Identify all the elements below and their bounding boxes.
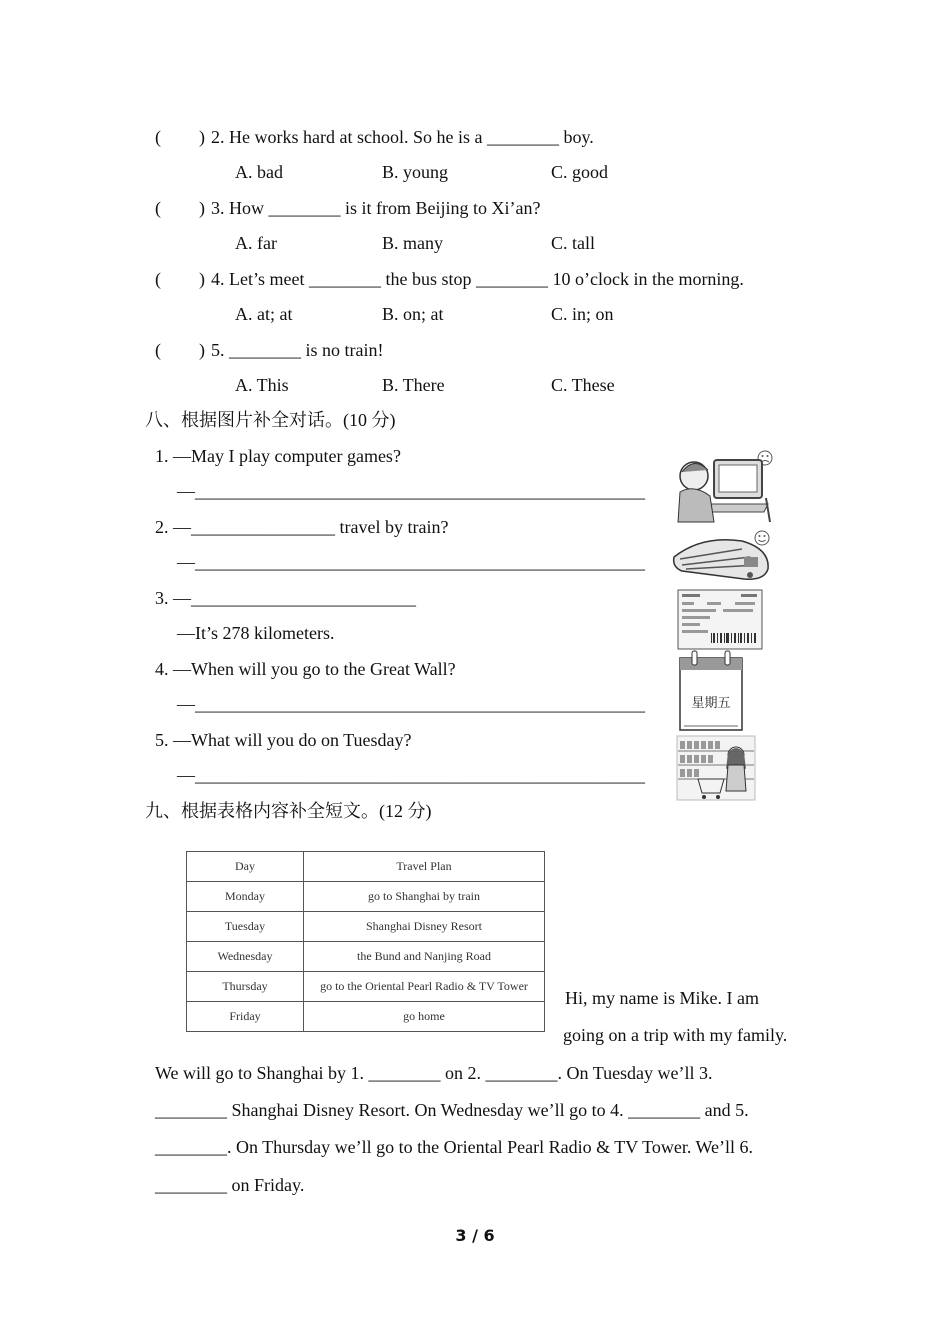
day-cell: Wednesday: [187, 942, 304, 972]
option-b: B. on; at: [382, 304, 444, 324]
option-c: C. tall: [551, 233, 595, 253]
day-cell: Tuesday: [187, 912, 304, 942]
computer-boy-picture: [676, 448, 776, 524]
dialog-1-question: 1. —May I play computer games?: [155, 446, 401, 466]
day-cell: Thursday: [187, 972, 304, 1002]
dialog-5-answer: —__________________________________________________: [177, 765, 645, 785]
dialog-4-question: 4. —When will you go to the Great Wall?: [155, 659, 456, 679]
dialog-2-question: 2. —________________ travel by train?: [155, 517, 449, 537]
answer-paren-close: ): [199, 269, 205, 289]
question-text: 2. He works hard at school. So he is a ________ boy.: [211, 127, 594, 147]
dialog-1-answer: —__________________________________________________: [177, 481, 645, 501]
option-a: A. far: [235, 233, 277, 253]
dialog-2-answer: —__________________________________________________: [177, 552, 645, 572]
option-a: A. This: [235, 375, 289, 395]
passage-line-5: ________. On Thursday we’ll go to the Oriental Pearl Radio & TV Tower. We’ll 6.: [155, 1137, 754, 1157]
table-row: [187, 942, 545, 972]
option-c: C. good: [551, 162, 609, 182]
travel-plan-table: [186, 851, 545, 1032]
train-ticket-picture: [677, 589, 763, 650]
header-day: Day: [187, 852, 304, 882]
table-row: [187, 882, 545, 912]
plan-cell: go to the Oriental Pearl Radio & TV Tower: [304, 972, 545, 1002]
plan-cell: the Bund and Nanjing Road: [304, 942, 545, 972]
section-9-heading: 九、根据表格内容补全短文。(12 分): [145, 801, 432, 821]
option-b: B. young: [382, 162, 449, 182]
passage-line-1: Hi, my name is Mike. I am: [565, 988, 759, 1008]
page-number: 3 / 6: [455, 1226, 495, 1245]
calendar-picture: [678, 650, 744, 732]
question-text: 5. ________ is no train!: [211, 340, 384, 360]
answer-paren-close: ): [199, 127, 205, 147]
dialog-3-question: 3. —_________________________: [155, 588, 416, 608]
option-b: B. There: [382, 375, 445, 395]
table-row: [187, 972, 545, 1002]
answer-paren-open: (: [155, 198, 161, 218]
option-b: B. many: [382, 233, 443, 253]
passage-line-2: going on a trip with my family.: [563, 1025, 788, 1045]
option-c: C. in; on: [551, 304, 614, 324]
day-cell: Friday: [187, 1002, 304, 1032]
answer-paren-close: ): [199, 340, 205, 360]
dialog-4-answer: —__________________________________________________: [177, 694, 645, 714]
calendar-label: 星期五: [691, 696, 731, 711]
day-cell: Monday: [187, 882, 304, 912]
table-header-row: [187, 852, 545, 882]
option-a: A. bad: [235, 162, 283, 182]
answer-paren-open: (: [155, 127, 161, 147]
calendar-icon: [678, 650, 744, 732]
header-plan: Travel Plan: [304, 852, 545, 882]
train-picture: [672, 527, 776, 585]
option-a: A. at; at: [235, 304, 293, 324]
supermarket-shopping-picture: [676, 735, 756, 801]
answer-paren-open: (: [155, 340, 161, 360]
dialog-5-question: 5. —What will you do on Tuesday?: [155, 730, 412, 750]
answer-paren-close: ): [199, 198, 205, 218]
plan-cell: go home: [304, 1002, 545, 1032]
plan-cell: go to Shanghai by train: [304, 882, 545, 912]
dialog-3-answer: —It’s 278 kilometers.: [177, 623, 335, 643]
passage-line-3: We will go to Shanghai by 1. ________ on 2. ________. On Tuesday we’ll 3.: [155, 1063, 713, 1083]
table-row: [187, 1002, 545, 1032]
passage-line-4: ________ Shanghai Disney Resort. On Wednesday we’ll go to 4. ________ and 5.: [155, 1100, 749, 1120]
section-8-heading: 八、根据图片补全对话。(10 分): [145, 410, 396, 430]
option-c: C. These: [551, 375, 615, 395]
question-text: 3. How ________ is it from Beijing to Xi’an?: [211, 198, 541, 218]
plan-cell: Shanghai Disney Resort: [304, 912, 545, 942]
answer-paren-open: (: [155, 269, 161, 289]
table-row: [187, 912, 545, 942]
passage-line-6: ________ on Friday.: [155, 1175, 305, 1195]
question-text: 4. Let’s meet ________ the bus stop ________ 10 o’clock in the morning.: [211, 269, 744, 289]
